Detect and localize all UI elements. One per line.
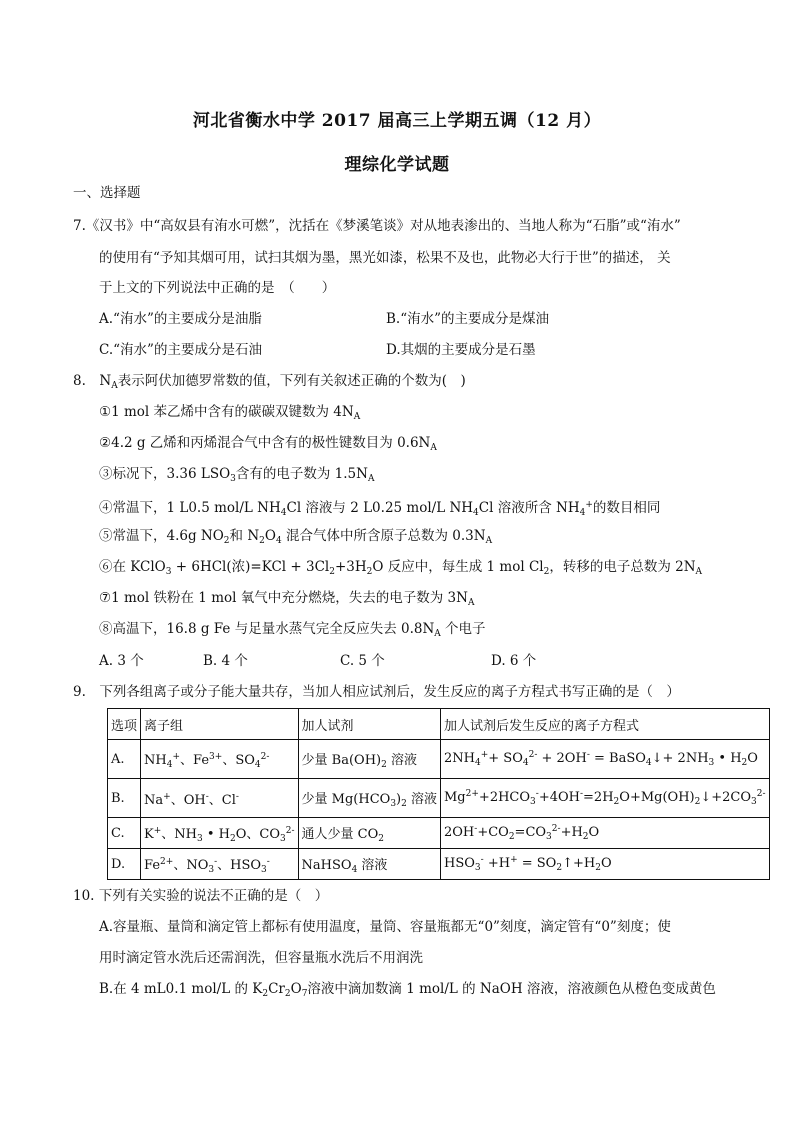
text-segment: Cr [268,981,285,997]
text-segment: Mg [444,790,466,805]
text-segment: O 反应中，每生成 1 mol Cl [372,559,544,575]
text-segment: 4 [351,864,358,875]
text-segment: Na [144,792,164,808]
text-segment: 2+ [160,856,174,867]
q8-option-b: B. 4 个 [203,653,248,669]
text-segment: ⑦1 mol 铁粉在 1 mol 氧气中充分燃烧，失去的电子数为 3N [99,590,468,606]
q8-statement-2 [99,434,437,457]
text-segment: 2 [401,798,407,809]
cell-equation [441,818,770,849]
text-segment: 4 [474,758,481,768]
q10-option-b [99,980,716,1003]
section-heading: 一、选择题 [73,185,141,201]
text-segment: A [467,598,475,608]
text-segment: 2 [230,833,236,844]
q8-option-c: C. 5 个 [340,653,385,669]
text-segment: - [205,791,209,802]
text-segment: - [586,750,590,760]
text-segment: 2 [613,797,620,807]
text-segment: 3 [197,833,203,844]
cell-reagent [298,849,440,880]
q10-option-a-line-2: 用时滴定管水洗后还需润洗，但容量瓶水洗后不用润洗 [99,950,423,966]
text-segment: +2HCO [478,790,531,805]
text-segment: 和 N [229,528,260,544]
text-segment: HSO [444,856,475,871]
text-segment: 2+ [465,789,479,799]
text-segment: + SO [488,751,523,766]
text-segment: 3 [230,474,236,484]
text-segment: 2 [259,536,265,546]
text-segment: • H [714,751,742,766]
cell-equation [441,849,770,880]
text-segment: • H [202,826,231,842]
text-segment: 2 [262,989,269,999]
text-segment: - [235,791,239,802]
text-segment: ) [396,791,402,807]
q8-statement-4 [99,496,660,522]
q8-statement-7 [99,589,474,612]
text-segment: 溶液 [357,857,388,873]
text-segment: 、NO [173,857,209,873]
cell-equation [441,740,770,779]
text-segment: - [214,856,218,867]
text-segment: 、Cl [208,792,236,808]
text-segment: O [588,825,600,840]
text-segment: 2- [285,825,295,836]
text-segment: + [172,751,181,762]
text-segment: 3 [546,832,552,842]
text-segment: - [480,855,484,865]
text-segment: 2- [260,751,270,762]
text-segment: A [367,474,375,484]
text-segment: + [163,791,171,802]
text-segment: + 2OH [537,751,587,766]
text-segment: ①1 mol 苯乙烯中含有的碳碳双键数为 4N [99,404,354,420]
text-segment: 通人少量 CO [301,826,379,842]
text-segment: 2 [543,567,550,577]
q9-table [107,708,770,880]
q7-option-c: C.“洧水”的主要成分是石油 [99,342,262,358]
text-segment: 3 [751,797,757,807]
text-segment: - [474,824,478,834]
text-segment: 7 [301,989,308,999]
text-segment: 2 [378,833,385,844]
cell-option: B. [108,779,141,818]
text-segment: Cl 溶液所含 NH [478,500,580,516]
q8-statement-3 [99,465,374,488]
q7-option-d: D.其烟的主要成分是石墨 [386,342,536,358]
text-segment: A [695,567,703,577]
text-segment: O [600,856,612,871]
text-segment: A [485,536,493,546]
cell-ions [141,779,299,818]
text-segment: 、HSO [217,857,262,873]
cell-reagent [298,740,440,779]
text-segment: 2- [551,824,561,834]
cell-option: D. [108,849,141,880]
text-segment: 3 [530,797,536,807]
text-segment: +H [560,825,583,840]
text-segment: 4 [275,536,282,546]
text-segment: ②4.2 g 乙烯和丙烯混合气中含有的极性键数目为 0.6N [99,435,431,451]
text-segment: ，转移的电子总数为 2N [549,559,696,575]
cell-reagent [298,818,440,849]
text-segment: - [535,789,539,799]
text-segment: 2 [223,536,230,546]
q7-line-3: 于上文的下列说法中正确的是 （ ） [99,280,336,296]
text-segment: +3H [334,559,367,575]
table-row [108,818,770,849]
text-segment: 2 [595,863,601,873]
text-segment: 、OH [170,792,206,808]
text-segment: 2- [528,750,538,760]
header-cell-ions: 离子组 [141,709,299,740]
page-subtitle: 理综化学试题 [344,155,450,175]
text-segment: Fe [144,857,161,873]
text-segment: +H [483,856,511,871]
cell-ions [141,740,299,779]
text-segment: Cl 溶液与 2 L0.25 mol/L NH [286,500,474,516]
table-header-row [108,709,770,740]
header-cell-equation: 加人试剂后发生反应的离子方程式 [441,709,770,740]
q8-statement-6 [99,558,702,581]
text-segment: +CO [477,825,509,840]
cell-reagent [298,779,440,818]
text-segment: = BaSO [589,751,646,766]
q7-line-2: 的使用有“予知其烟可用，试扫其烟为墨，黑光如漆，松果不及也，此物必大行于世”的描述， 关 [99,250,671,266]
table-row [108,849,770,880]
text-segment: 2NH [444,751,475,766]
text-segment: ↓+2CO [700,790,752,805]
text-segment: 、Fe [180,752,210,768]
text-segment: 2- [756,789,766,799]
text-segment: =CO [514,825,547,840]
text-segment: NaHSO [301,857,352,873]
cell-equation [441,779,770,818]
q8-statement-5 [99,527,492,550]
text-segment: NH [144,752,167,768]
text-segment: 4 [645,758,652,768]
text-segment: + 6HCl(浓)=KCl + 3Cl [171,559,330,575]
text-segment: A [430,443,437,453]
header-cell-option: 选项 [108,709,141,740]
text-segment: ⑧高温下，16.8 g Fe 与足量水蒸气完全反应失去 0.8N [99,621,435,637]
text-segment: K [144,826,154,842]
text-segment: 2 [508,832,515,842]
text-segment: - [266,856,270,867]
q8-option-a: A. 3 个 [99,653,144,669]
cell-option: A. [108,740,141,779]
text-segment: 2 [556,863,563,873]
text-segment: 3 [390,798,397,809]
q10-option-a-line-1: A.容量瓶、量筒和滴定管上都标有使用温度，量筒、容量瓶都无“0”刻度，滴定管有“0”刻度；使 [99,919,671,935]
text-segment: 少量 Ba(OH) [301,752,382,768]
q7-option-a: A.“洧水”的主要成分是油脂 [99,311,262,327]
page-title: 河北省衡水中学 2017 届高三上学期五调（12 月） [192,111,602,131]
table-row [108,779,770,818]
text-segment: 溶液 [406,791,437,807]
q7-option-b: B.“洧水”的主要成分是煤油 [386,311,550,327]
cell-option: C. [108,818,141,849]
text-segment: 4 [166,759,173,770]
q10-stem: 10. 下列有关实验的说法不正确的是（ ） [73,888,329,904]
cell-ions [141,849,299,880]
text-segment: ③标况下，3.36 LSO [99,466,231,482]
text-segment: 4 [254,759,261,770]
text-segment: 个电子 [440,621,486,637]
q9-stem: 9. 下列各组离子或分子能大量共存，当加人相应试剂后，发生反应的离子方程式书写正确的是（ ） [73,684,680,700]
text-segment: 3 [208,864,215,875]
text-segment: 2 [366,567,373,577]
text-segment: 2OH [444,825,475,840]
text-segment: 3 [708,758,715,768]
text-segment: 溶液中滴加数滴 1 mol/L 的 NaOH 溶液，溶液颜色从橙色变成黄色 [307,981,716,997]
q7-line-1: 7.《汉书》中“高奴县有洧水可燃”，沈括在《梦溪笔谈》对从地表渗出的、当地人称为“石脂”或“洧水” [73,218,681,234]
text-segment: O [264,528,276,544]
text-segment: 4 [522,758,529,768]
text-segment: ④常温下，1 L0.5 mol/L NH [99,500,281,516]
cell-ions [141,818,299,849]
text-segment: =2H [583,790,614,805]
q8-statement-1 [99,403,360,426]
text-segment: O、CO [235,826,281,842]
q8-option-d: D. 6 个 [491,653,537,669]
text-segment: 2 [582,832,589,842]
text-segment: 4 [280,508,287,518]
text-segment: ↓+ 2NH [651,751,709,766]
text-segment: 4 [579,508,586,518]
text-segment: 含有的电子数为 1.5N [235,466,368,482]
text-segment: ⑤常温下，4.6g NO [99,528,224,544]
text-segment: O [747,751,758,766]
text-segment: O [290,981,302,997]
text-segment: 3 [474,863,481,873]
text-segment: 溶液 [386,752,417,768]
text-segment: 2 [741,758,748,768]
q8-statement-8 [99,620,486,643]
text-segment: 、SO [222,752,255,768]
text-segment: A [353,412,361,422]
text-segment: 2 [329,567,335,577]
table-row [108,740,770,779]
text-segment: ↑+H [562,856,596,871]
text-segment: 3 [280,833,286,844]
text-segment: 2 [381,759,387,770]
text-segment: 3+ [209,751,223,762]
text-segment: 3 [165,567,172,577]
text-segment: ⑥在 KClO [99,559,166,575]
text-segment: 3 [261,864,267,875]
text-segment: 的数目相同 [592,500,661,516]
text-segment: 混合气体中所含原子总数为 0.3N [281,528,486,544]
text-segment: = SO [517,856,557,871]
text-segment: O+Mg(OH) [619,790,695,805]
header-cell-reagent: 加人试剂 [298,709,440,740]
text-segment: 、NH [161,826,197,842]
text-segment: B.在 4 mL0.1 mol/L 的 K [99,981,263,997]
text-segment: + [510,855,518,865]
text-segment: + [585,500,593,510]
text-segment: + [480,750,489,760]
text-segment: 2 [284,989,291,999]
text-segment: + [153,825,162,836]
text-segment: 少量 Mg(HCO [301,791,391,807]
text-segment: - [579,789,584,799]
text-segment: 2 [694,797,701,807]
q8-stem: 8. $N_A$表示阿伏加德罗常数的值，下列有关叙述正确的个数为( ) [73,373,466,391]
text-segment: A [434,629,441,639]
text-segment: +4OH [538,790,580,805]
text-segment: 4 [473,508,479,518]
